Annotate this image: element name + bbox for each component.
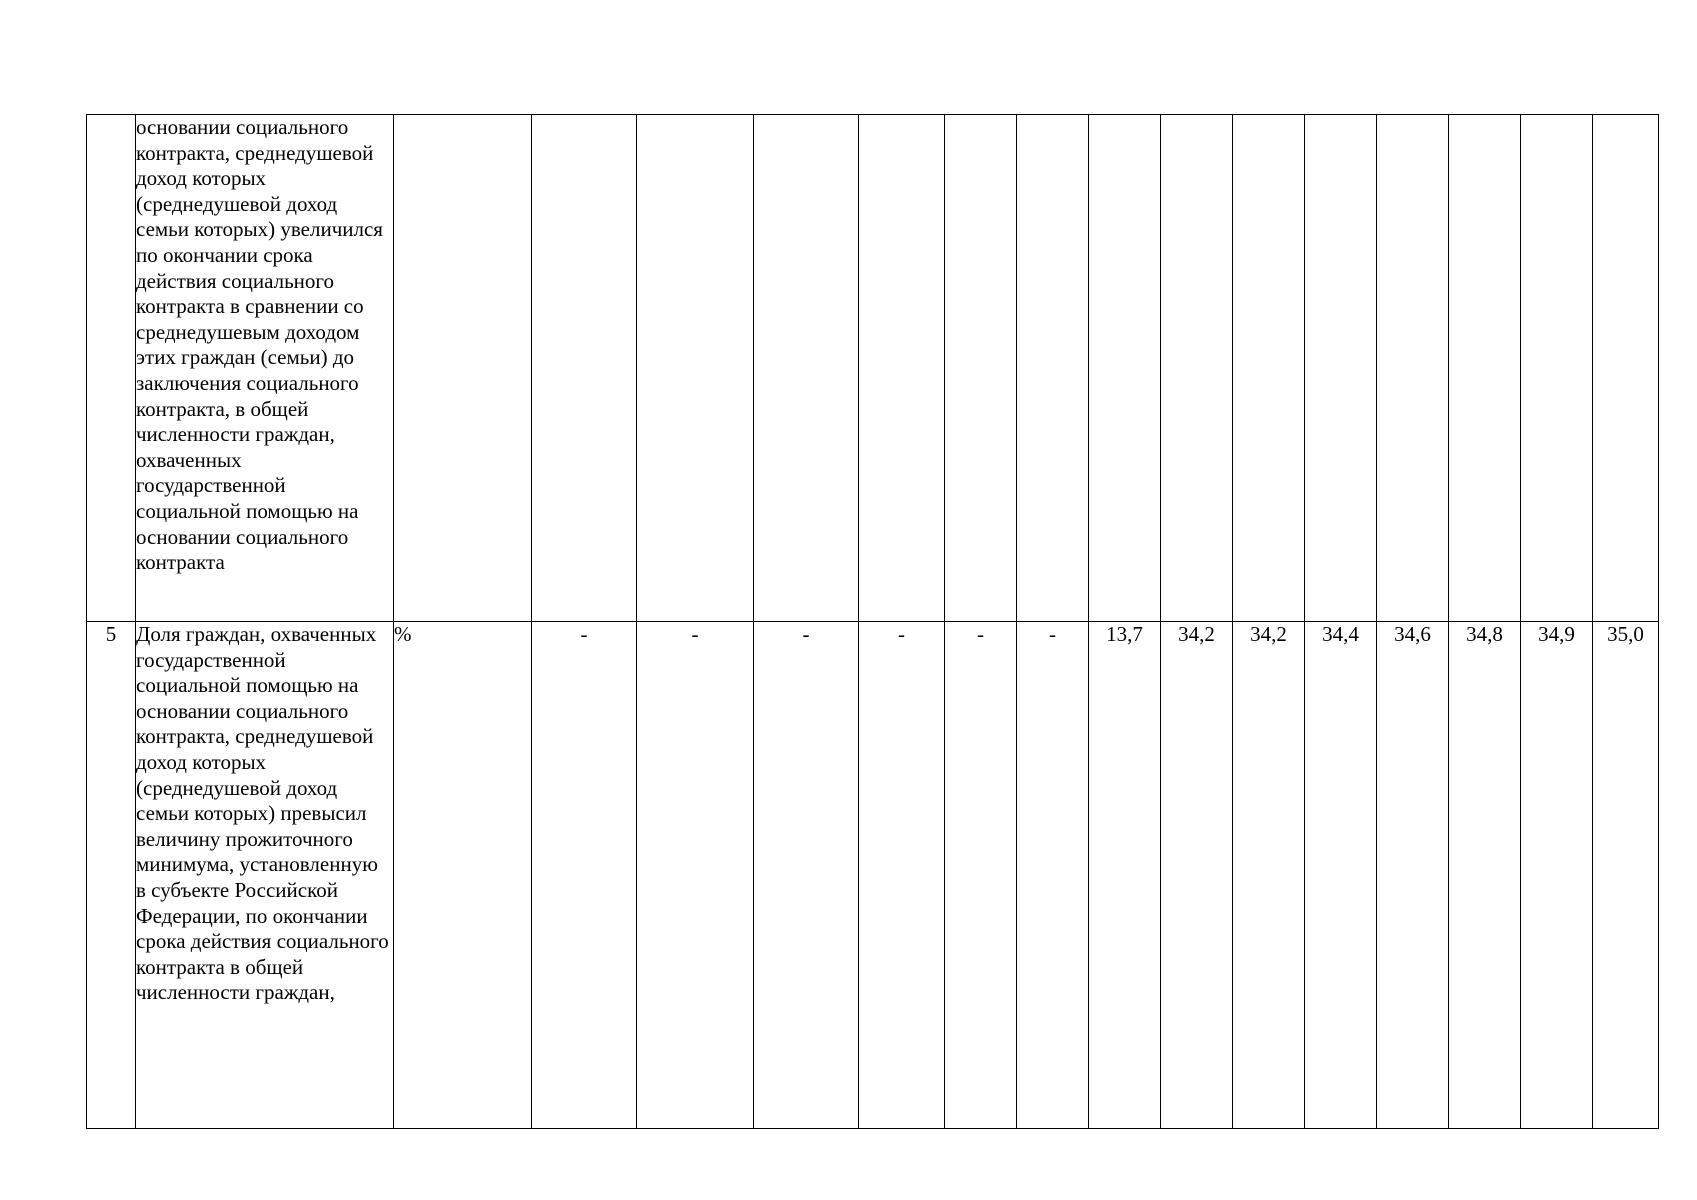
table-row (87, 622, 1659, 1129)
value-cell (945, 115, 1017, 622)
value-cell (1449, 115, 1521, 622)
value-cell (1521, 115, 1593, 622)
row-number-cell (87, 115, 136, 622)
value-cell: 34,4 (1305, 622, 1377, 1129)
value-cell: - (859, 622, 945, 1129)
value-cell: - (1017, 622, 1089, 1129)
indicators-table (86, 114, 1659, 1129)
value-cell: - (637, 622, 754, 1129)
value-cell (637, 115, 754, 622)
value-cell: - (754, 622, 859, 1129)
indicator-name-cell: основании социального контракта, среднедушевой доход которых (среднедушевой доход семьи которых) увеличился по окончании срока действия социального контракта в сравнении со среднедушевым доходом этих граждан (семьи) до заключения социального контракта, в общей численности граждан, охваченных государственной социальной помощью на основании социального контракта (136, 115, 394, 622)
value-cell: 34,9 (1521, 622, 1593, 1129)
value-cell: 35,0 (1593, 622, 1659, 1129)
value-cell (1305, 115, 1377, 622)
value-cell (859, 115, 945, 622)
value-cell: - (945, 622, 1017, 1129)
value-cell: 34,2 (1233, 622, 1305, 1129)
row-number-cell: 5 (87, 622, 136, 1129)
indicator-name-cell: Доля граждан, охваченных государственной социальной помощью на основании социального контракта, среднедушевой доход которых (среднедушевой доход семьи которых) превысил величину прожиточного минимума, установленную в субъекте Российской Федерации, по окончании срока действия социального контракта в общей численности граждан, (136, 622, 394, 1129)
value-cell (1161, 115, 1233, 622)
value-cell (1593, 115, 1659, 622)
value-cell: 34,2 (1161, 622, 1233, 1129)
value-cell (1377, 115, 1449, 622)
table-row (87, 115, 1659, 622)
value-cell (1233, 115, 1305, 622)
value-cell: 13,7 (1089, 622, 1161, 1129)
value-cell (1017, 115, 1089, 622)
value-cell (1089, 115, 1161, 622)
unit-cell: % (394, 622, 532, 1129)
unit-cell (394, 115, 532, 622)
value-cell: - (532, 622, 637, 1129)
value-cell (532, 115, 637, 622)
value-cell: 34,6 (1377, 622, 1449, 1129)
value-cell: 34,8 (1449, 622, 1521, 1129)
value-cell (754, 115, 859, 622)
